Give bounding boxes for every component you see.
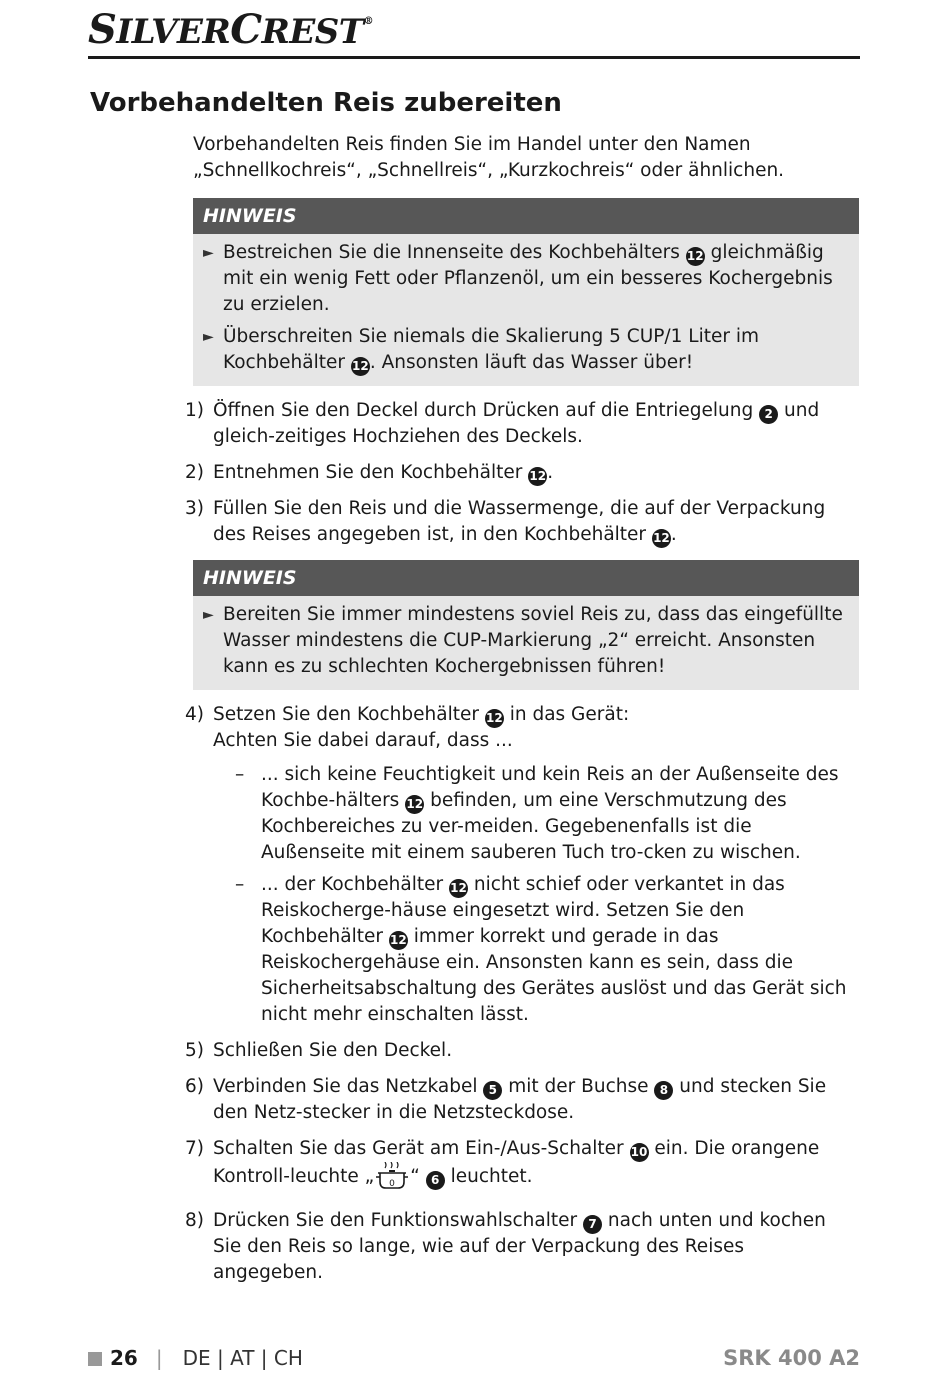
page-footer bbox=[88, 1346, 860, 1370]
page-number: 26 bbox=[110, 1346, 138, 1370]
step-item: 7) Schalten Sie das Gerät am Ein-/Aus-Schalter 10 ein. Die orangene Kontroll-leuchte „ 0 “ 6 leuchtet. bbox=[193, 1136, 859, 1198]
ref-number-badge: 12 bbox=[652, 529, 671, 548]
ref-number-badge: 2 bbox=[759, 405, 778, 424]
brand-logo: SILVERCREST® bbox=[88, 6, 374, 53]
language-codes: DE | AT | CH bbox=[182, 1346, 303, 1370]
arrow-bullet-icon: ► bbox=[203, 329, 214, 345]
intro-paragraph: Vorbehandelten Reis finden Sie im Handel unter den Namen „Schnellkochreis“, „Schnellreis“, „Kurzkochreis“ oder ähnlichen. bbox=[193, 134, 785, 181]
hinweis-list bbox=[193, 596, 859, 690]
ref-number-badge: 12 bbox=[686, 247, 705, 266]
hinweis-item: ► Bestreichen Sie die Innenseite des Kochbehälters 12 gleichmäßig mit ein wenig Fett oder Pflanzenöl, um ein besseres Kochergebnis zu erzielen. bbox=[203, 242, 833, 315]
main-content bbox=[185, 132, 859, 1298]
sub-list bbox=[213, 762, 859, 1028]
sub-item: – ... sich keine Feuchtigkeit und kein Reis an der Außenseite des Kochbe-hälters 12 befinden, um eine Verschmutzung des Kochbereiches zu ver-meiden. Gegebenenfalls ist die Außenseite mit einem sauberen Tuch tro-cken zu wischen. bbox=[235, 764, 839, 863]
ref-number-badge: 12 bbox=[351, 357, 370, 376]
ref-number-badge: 6 bbox=[426, 1171, 445, 1190]
step-item: 6) Verbinden Sie das Netzkabel 5 mit der Buchse 8 und stecken Sie den Netz-stecker in die Netzsteckdose. bbox=[185, 1076, 827, 1123]
hinweis-box-2 bbox=[193, 560, 859, 690]
ref-number-badge: 12 bbox=[528, 467, 547, 486]
arrow-bullet-icon: ► bbox=[203, 607, 214, 623]
ref-number-badge: 8 bbox=[654, 1081, 673, 1100]
header-rule bbox=[88, 56, 860, 59]
hinweis-heading: HINWEIS bbox=[193, 560, 859, 596]
ref-number-badge: 12 bbox=[485, 709, 504, 728]
step-item: 1) Öffnen Sie den Deckel durch Drücken auf die Entriegelung 2 und gleich-zeitiges Hochziehen des Deckels. bbox=[185, 400, 820, 447]
ref-number-badge: 5 bbox=[483, 1081, 502, 1100]
steps-list bbox=[185, 398, 859, 548]
ref-number-badge: 12 bbox=[449, 879, 468, 898]
hinweis-list bbox=[193, 234, 859, 386]
ref-number-badge: 12 bbox=[389, 931, 408, 950]
sub-item: – ... der Kochbehälter 12 nicht schief oder verkantet in das Reiskocherge-häuse eingesetzt wird. Setzen Sie den Kochbehälter 12 immer korrekt und gerade in das Reiskochergehäuse ein. Ansonsten kann es sein, dass die Sicherheitsabschaltung des Gerätes auslöst und das Gerät sich nicht mehr einschalten lässt. bbox=[235, 874, 847, 1025]
rice-cooker-warm-icon bbox=[374, 1162, 410, 1198]
hinweis-heading: HINWEIS bbox=[193, 198, 859, 234]
ref-number-badge: 7 bbox=[583, 1215, 602, 1234]
arrow-bullet-icon: ► bbox=[203, 245, 214, 261]
hinweis-item: ► Überschreiten Sie niemals die Skalierung 5 CUP/1 Liter im Kochbehälter 12. Ansonsten läuft das Wasser über! bbox=[223, 324, 845, 376]
hinweis-box-1 bbox=[193, 198, 859, 386]
step-item: 2) Entnehmen Sie den Kochbehälter 12. bbox=[193, 460, 859, 486]
ref-number-badge: 10 bbox=[630, 1143, 649, 1162]
model-number: SRK 400 A2 bbox=[723, 1346, 860, 1370]
step-item: 4) Setzen Sie den Kochbehälter 12 in das Gerät: Achten Sie dabei darauf, dass ... – ... sich keine Feuchtigkeit und kein Reis an der Außenseite des Kochbe-hälters 12 befinden, um eine Verschmutzung des Kochbereiches zu ver-meiden. Gegebenenfalls ist die Außenseite mit einem sauberen Tuch tro-cken zu wischen. – ... der Kochbehälter 12 nicht schief oder verkantet in das Reiskocherge-häuse eingesetzt wird. Setzen Sie den Kochbehälter 12 immer korrekt und gerade in das Reiskochergehäuse ein. Ansonsten kann es sein, dass die Sicherheitsabschaltung des Gerätes auslöst und das Gerät sich nicht mehr einschalten lässt. bbox=[193, 702, 859, 1028]
steps-list bbox=[185, 702, 859, 1286]
page-title: Vorbehandelten Reis zubereiten bbox=[90, 88, 562, 118]
square-marker-icon bbox=[88, 1352, 102, 1366]
footer-separator: | bbox=[155, 1346, 163, 1370]
step-item: 8) Drücken Sie den Funktionswahlschalter 7 nach unten und kochen Sie den Reis so lange, wie auf der Verpackung des Reises angegeben. bbox=[185, 1210, 826, 1283]
ref-number-badge: 12 bbox=[405, 795, 424, 814]
hinweis-item: ► Bereiten Sie immer mindestens soviel Reis zu, dass das eingefüllte Wasser mindestens die CUP-Markierung „2“ erreicht. Ansonsten kann es zu schlechten Kochergebnissen führen! bbox=[203, 604, 843, 677]
step-item: 5) Schließen Sie den Deckel. bbox=[185, 1040, 453, 1061]
svg-text:0: 0 bbox=[389, 1179, 396, 1189]
step-item: 3) Füllen Sie den Reis und die Wassermenge, die auf der Verpackung des Reises angegeben ist, in den Kochbehälter 12. bbox=[193, 496, 859, 548]
